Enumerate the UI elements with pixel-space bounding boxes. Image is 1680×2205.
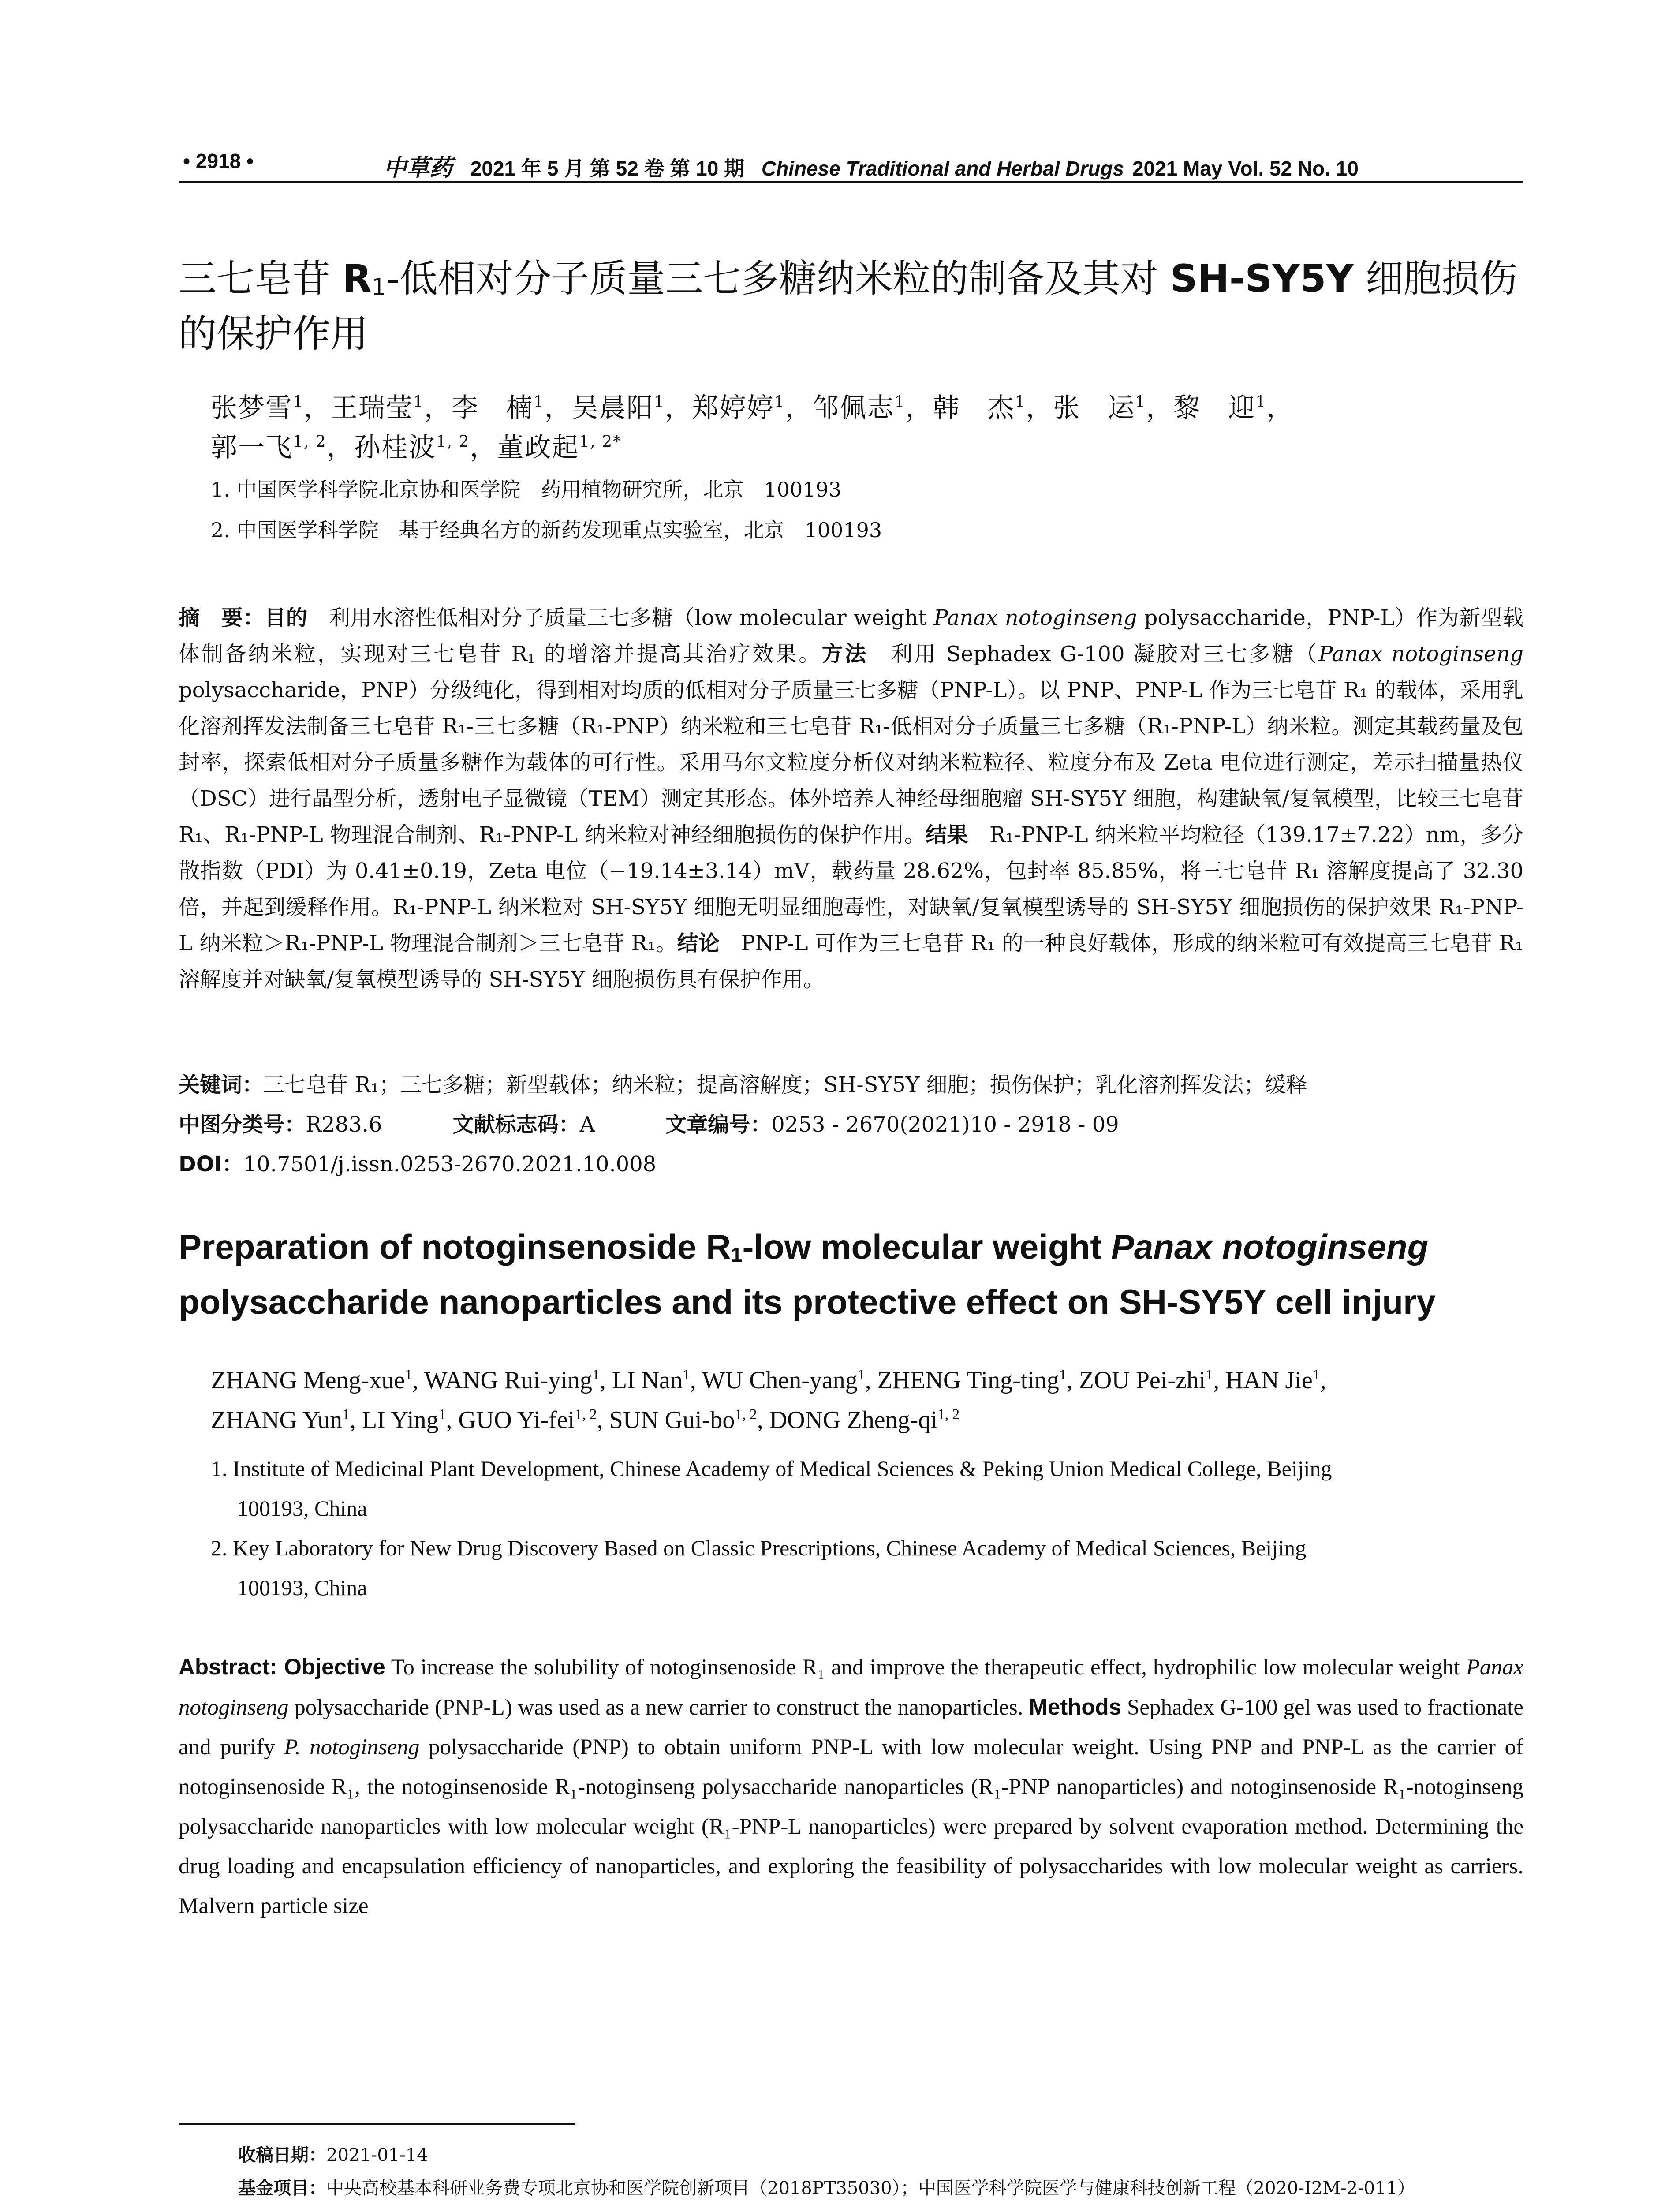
doi-link[interactable]: 10.7501/j.issn.0253-2670.2021.10.008 [243,1152,657,1177]
author-cn: 孙桂波$^{1, 2}$， [354,432,497,463]
author-cn: 郑婷婷$^1$， [692,392,813,423]
author-cn: 韩 杰$^1$， [933,392,1053,423]
authors-cn-line-1 [211,388,1525,428]
author-en: WU Chen-yang$^1$, [702,1366,877,1394]
author-cn: 张梦雪$^1$， [211,392,331,423]
running-header [179,141,1523,183]
abstract-cn: 摘 要：目的 利用水溶性低相对分子质量三七多糖（low molecular weight Panax notoginseng polysaccharide，PNP-L）作为新型载体制备纳米粒，实现对三七皂苷 $R_1$ 的增溶并提高其治疗效果。方法 利用 Sephadex G-100 凝胶对三七多糖（Panax notoginseng polysaccharide，PNP）分级纯化，得到相对均质的低相对分子质量三七多糖（PNP-L）。以 PNP、PNP-L 作为三七皂苷 R₁ 的载体，采用乳化溶剂挥发法制备三七皂苷 R₁-三七多糖（R₁-PNP）纳米粒和三七皂苷 R₁-低相对分子质量三七多糖（R₁-PNP-L）纳米粒。测定其载药量及包封率，探索低相对分子质量多糖作为载体的可行性。采用马尔文粒度分析仪对纳米粒粒径、粒度分布及 Zeta 电位进行测定，差示扫描量热仪（DSC）进行晶型分析，透射电子显微镜（TEM）测定其形态。体外培养人神经母细胞瘤 SH-SY5Y 细胞，构建缺氧/复氧模型，比较三七皂苷 R₁、R₁-PNP-L 物理混合制剂、R₁-PNP-L 纳米粒对神经细胞损伤的保护作用。结果 R₁-PNP-L 纳米粒平均粒径（139.17±7.22）nm，多分散指数（PDI）为 0.41±0.19，Zeta 电位（−19.14±3.14）mV，载药量 28.62%，包封率 85.85%，将三七皂苷 R₁ 溶解度提高了 32.30 倍，并起到缓释作用。R₁-PNP-L 纳米粒对 SH-SY5Y 细胞无明显细胞毒性，对缺氧/复氧模型诱导的 SH-SY5Y 细胞损伤的保护效果 R₁-PNP-L 纳米粒＞R₁-PNP-L 物理混合制剂＞三七皂苷 R₁。结论 PNP-L 可作为三七皂苷 R₁ 的一种良好载体，形成的纳米粒可有效提高三七皂苷 R₁ 溶解度并对缺氧/复氧模型诱导的 SH-SY5Y 细胞损伤具有保护作用。 [179,605,1523,992]
results-label: 结果 [926,822,968,847]
affiliation-en-1: 1. Institute of Medicinal Plant Development, Chinese Academy of Medical Sciences & Peking Union Medical College, Beijing 100193, China [211,1456,1332,1521]
journal-line [384,149,1359,182]
methods-label: 方法 [821,642,868,666]
author-en: WANG Rui-ying$^1$, [424,1366,612,1394]
doi-line [179,1149,1523,1180]
keywords-text: 三七皂苷 R₁；三七多糖；新型载体；纳米粒；提高溶解度；SH-SY5Y 细胞；损伤保护；乳化溶剂挥发法；缓释 [263,1073,1307,1097]
journal-logo-cn: 中草药 [384,154,453,181]
author-en: HAN Jie$^1$, [1225,1366,1326,1394]
affiliation-en-2: 2. Key Laboratory for New Drug Discovery Based on Classic Prescriptions, Chinese Academy of Medical Sciences, Beijing 100193, China [211,1536,1307,1600]
author-cn: 郭一飞$^{1, 2}$， [211,432,354,463]
author-cn: 董政起$^{1, 2*}$ [497,432,622,463]
keywords-line [179,1069,1523,1100]
title-cn: 三七皂苷 $R_1-$低相对分子质量三七多糖纳米粒的制备及其对 SH-SY5Y 细胞损伤的保护作用 [179,257,1518,356]
authors-cn [211,388,1525,467]
author-cn: 李 楠$^1$， [451,392,572,423]
authors-en-line-1 [211,1360,1525,1400]
author-en: DONG Zheng-qi$^{1, 2}$ [769,1406,960,1434]
title-en: Preparation of notoginsenoside $R_1$-low molecular weight Panax notoginseng polysaccharide nanoparticles and its protective effect on SH-SY5Y cell injury [179,1227,1436,1321]
abstract-en: Abstract: Objective To increase the solubility of notoginsenoside R₁ and improve the therapeutic effect, hydrophilic low molecular weight Panax notoginseng polysaccharide (PNP-L) was used as a new carrier to construct the nanoparticles. Methods Sephadex G-100 gel was used to fractionate and purify P. notoginseng polysaccharide (PNP) to obtain uniform PNP-L with low molecular weight. Using PNP and PNP-L as the carrier of notoginsenoside R₁, the notoginsenoside R₁-notoginseng polysaccharide nanoparticles (R₁-PNP nanoparticles) and notoginsenoside R₁-notoginseng polysaccharide nanoparticles with low molecular weight (R₁-PNP-L nanoparticles) were prepared by solvent evaporation method. Determining the drug loading and encapsulation efficiency of nanoparticles, and exploring the feasibility of polysaccharides with low molecular weight as carriers. Malvern particle size [179,1654,1523,1918]
methods-en-label: Methods [1029,1694,1122,1719]
conclusion-label: 结论 [677,931,720,956]
footnote-fund: 基金项目：中央高校基本科研业务费专项北京协和医学院创新项目（2018PT35030）；中国医学科学院医学与健康科技创新工程（2020-I2M-2-011） [238,2178,1415,2198]
abstract-label: 摘 要： [179,605,265,630]
affiliation-cn-1: 1. 中国医学科学院北京协和医学院 药用植物研究所，北京 100193 [211,478,842,501]
authors-cn-line-2 [211,428,1525,467]
author-en: LI Nan$^1$, [612,1366,702,1394]
affiliation-cn-2: 2. 中国医学科学院 基于经典名方的新药发现重点实验室，北京 100193 [211,518,882,542]
author-en: ZHANG Meng-xue$^1$, [211,1366,424,1394]
abstract-en-label: Abstract: Objective [179,1654,385,1679]
footnote-divider [179,2123,575,2125]
authors-en [211,1360,1525,1440]
author-en: LI Ying$^1$, [362,1406,459,1434]
authors-en-line-2 [211,1400,1525,1440]
doi-label: DOI： [179,1152,243,1177]
author-en: GUO Yi-fei$^{1, 2}$, [458,1406,609,1434]
author-cn: 邹佩志$^1$， [812,392,933,423]
author-en: SUN Gui-bo$^{1, 2}$, [609,1406,769,1434]
issue-cn: 2021 年 5 月 第 52 卷 第 10 期 [470,157,745,180]
footnote-received: 收稿日期：2021-01-14 [238,2145,428,2165]
author-cn: 张 运$^1$， [1053,392,1174,423]
author-en: ZOU Pei-zhi$^1$, [1079,1366,1226,1394]
author-cn: 黎 迎$^1$， [1173,392,1294,423]
author-en: ZHANG Yun$^1$, [211,1406,362,1434]
keywords-label: 关键词： [179,1073,264,1097]
issue-en: 2021 May Vol. 52 No. 10 [1132,157,1359,180]
footnotes [238,2139,1526,2205]
author-cn: 王瑞莹$^1$， [331,392,452,423]
author-en: ZHENG Ting-ting$^1$, [877,1366,1079,1394]
objective-label: 目的 [265,605,308,630]
journal-name-en: Chinese Traditional and Herbal Drugs [761,157,1124,180]
author-cn: 吴晨阳$^1$， [571,392,692,423]
classification-line: 中图分类号：R283.6 文献标志码：A 文章编号：0253 - 2670(2021)10 - 2918 - 09 [179,1112,1119,1137]
page-number: • 2918 • [183,149,254,172]
